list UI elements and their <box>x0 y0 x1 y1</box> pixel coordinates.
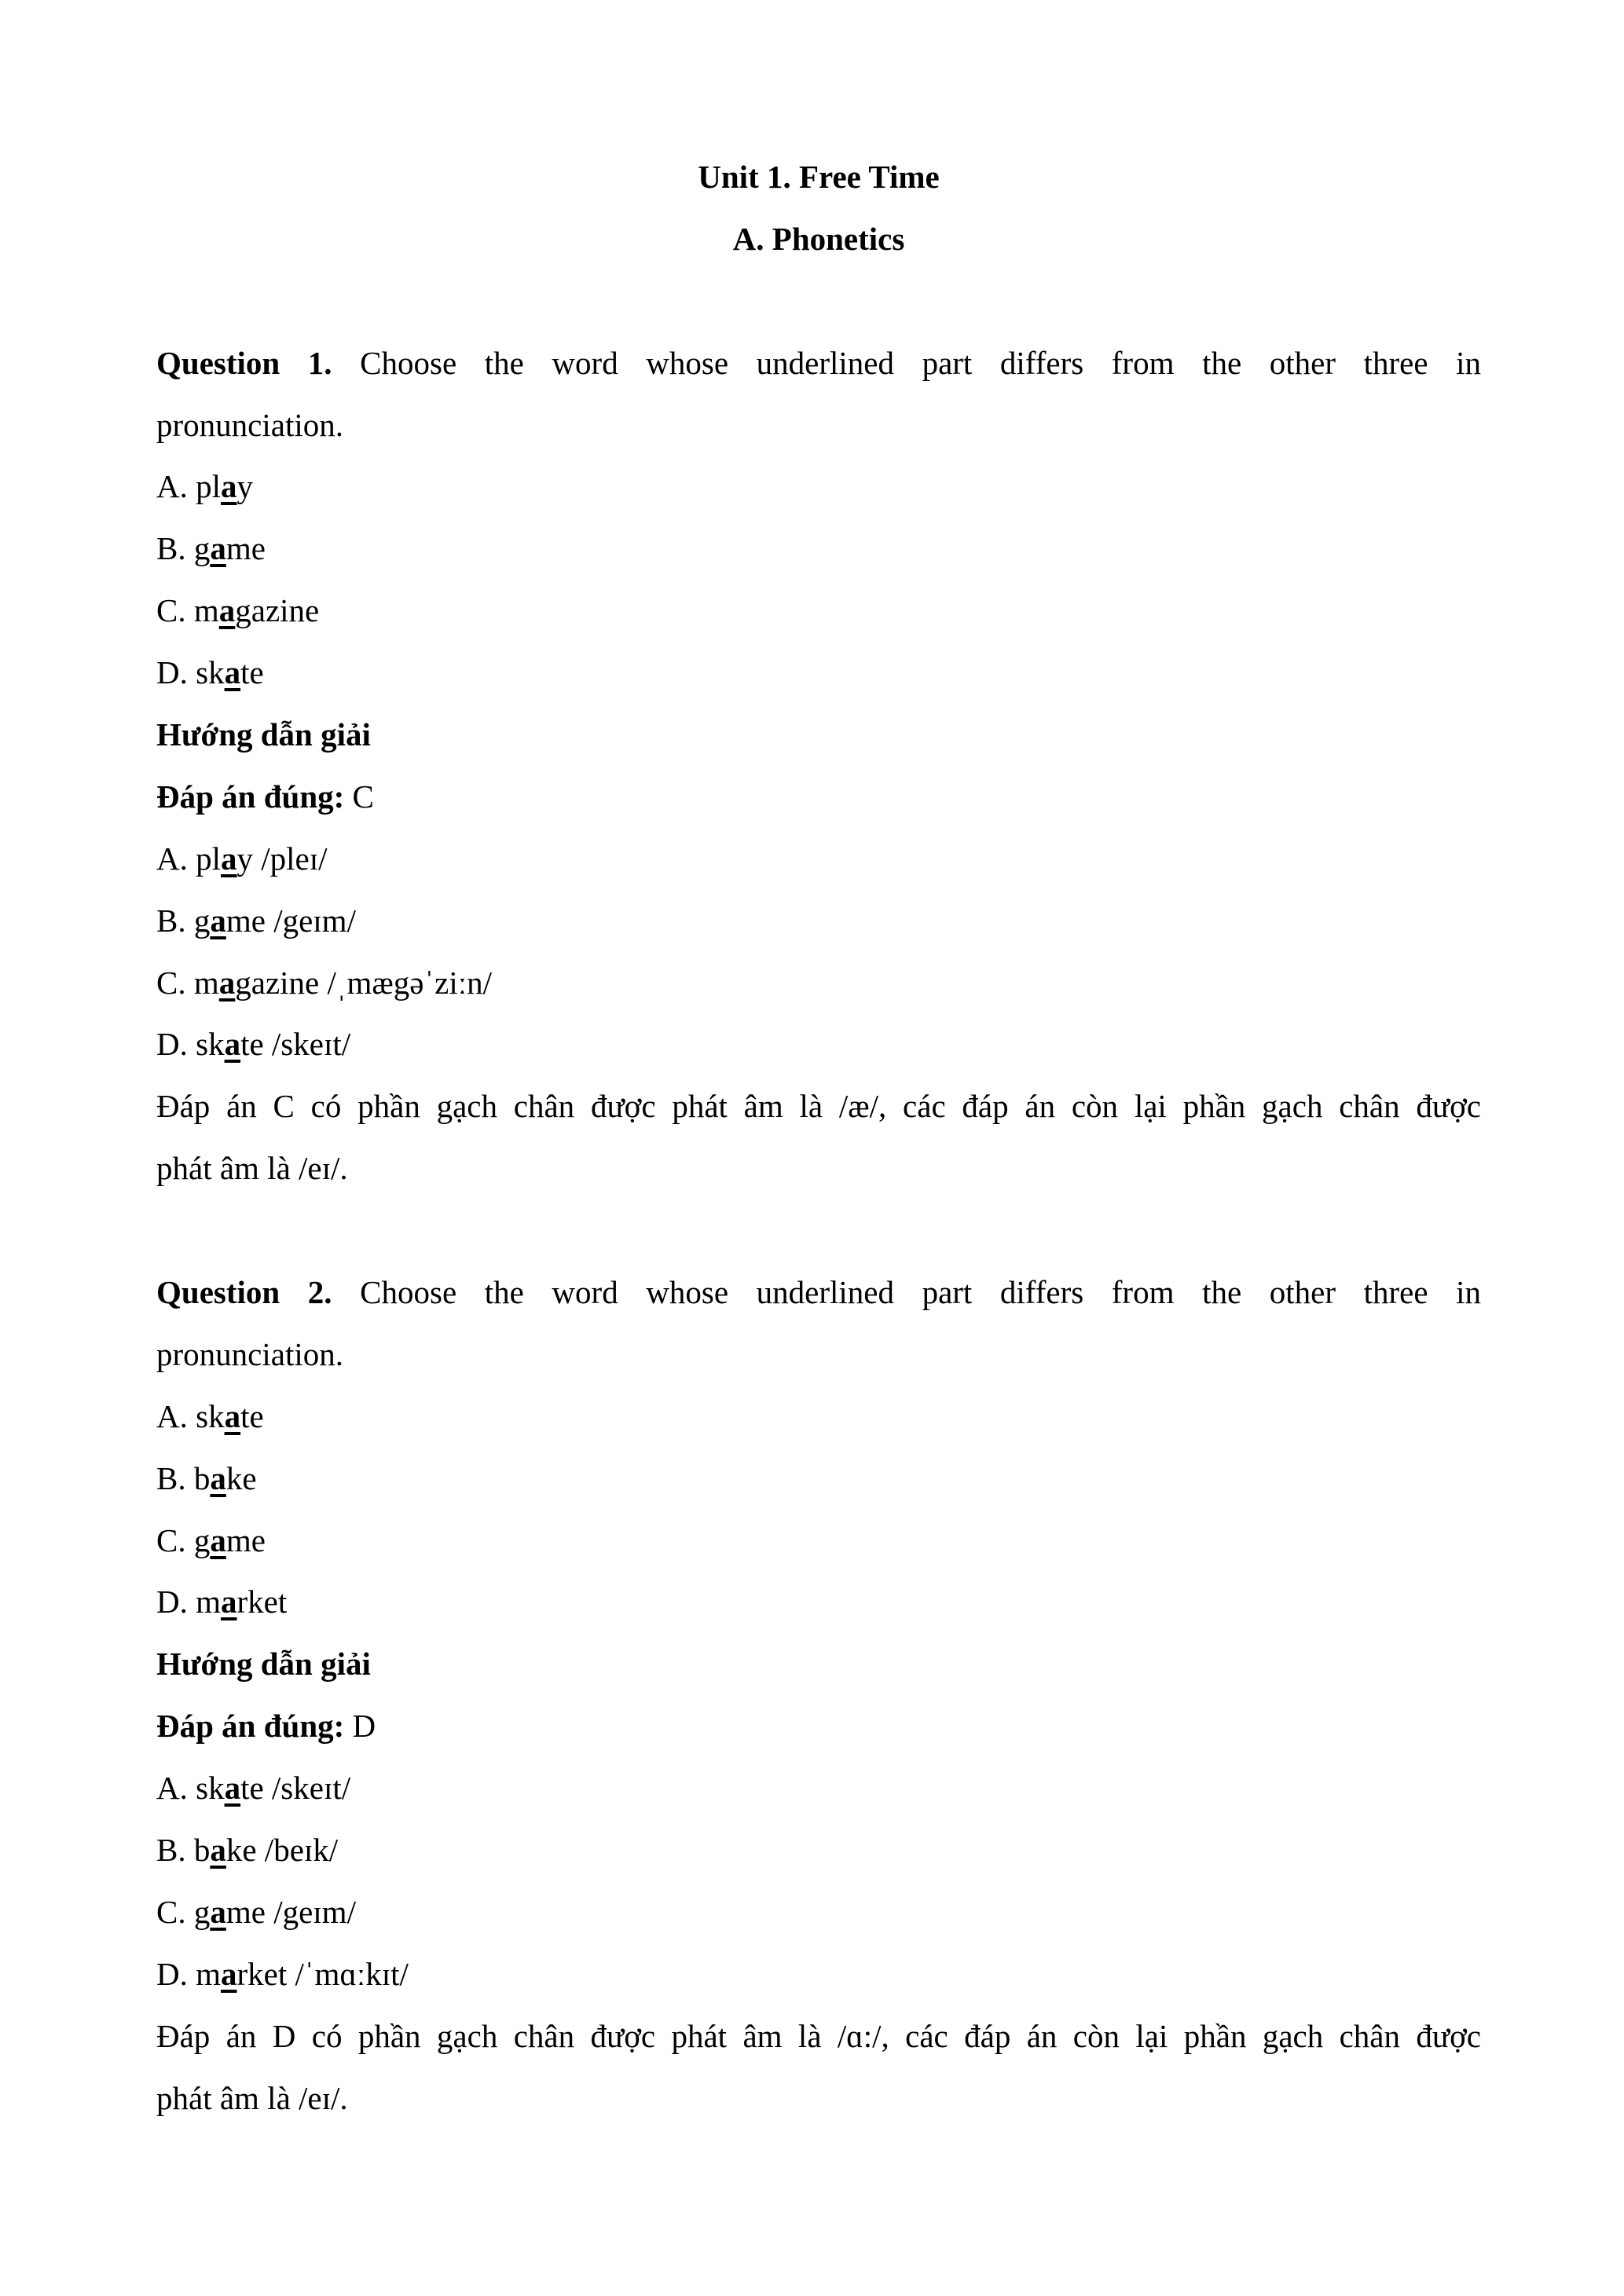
word-part: y /pleɪ/ <box>236 840 328 877</box>
conclusion: Đáp án C có phần gạch chân được phát âm là /æ/, các đáp án còn lại phần gạch chân được <box>156 1088 1481 1125</box>
prompt-continuation: pronunciation. <box>156 406 343 443</box>
answer-option <box>156 1571 1481 1633</box>
option-letter: C. <box>156 1893 194 1930</box>
section-title: A. Phonetics <box>732 220 905 257</box>
word-part: m <box>196 1955 222 1992</box>
questions <box>156 270 1481 2129</box>
option-letter: D. <box>156 1026 196 1063</box>
word-part: g <box>193 1893 211 1930</box>
underlined-part: a <box>210 1893 226 1930</box>
word-part: te /skeɪt/ <box>240 1770 351 1807</box>
question-block <box>156 270 1481 1199</box>
word-part: sk <box>196 1770 225 1807</box>
option-letter: C. <box>156 592 194 629</box>
underlined-part: a <box>218 964 236 1001</box>
underlined-part: a <box>210 902 226 939</box>
word-part: pl <box>196 468 222 505</box>
explanation-line <box>156 1819 1481 1881</box>
guide-heading: Hướng dẫn giải <box>156 1646 371 1683</box>
prompt-continuation: pronunciation. <box>156 1335 343 1372</box>
correct-answer <box>156 766 1481 828</box>
word-part: sk <box>196 654 225 691</box>
option-letter: D. <box>156 1955 196 1992</box>
explanation-line <box>156 1943 1481 2005</box>
question-prompt <box>156 332 1481 394</box>
answer-option <box>156 1448 1481 1510</box>
correct-answer <box>156 1695 1481 1757</box>
word-part: te <box>240 1397 264 1434</box>
word-part: sk <box>196 1026 225 1063</box>
blank-line <box>156 270 1481 332</box>
conclusion-continuation: phát âm là /eɪ/. <box>156 2079 348 2116</box>
blank-line <box>156 1199 1481 1262</box>
underlined-part: a <box>224 654 241 691</box>
guide-heading: Hướng dẫn giải <box>156 716 371 753</box>
word-part: te /skeɪt/ <box>240 1026 351 1063</box>
explanation-line <box>156 1013 1481 1075</box>
option-letter: B. <box>156 902 194 939</box>
word-part: rket <box>236 1584 288 1620</box>
word-part: rket /ˈmɑːkɪt/ <box>236 1955 409 1992</box>
answer-option <box>156 518 1481 580</box>
word-part: b <box>193 1459 211 1496</box>
underlined-part: a <box>224 1770 241 1807</box>
option-letter: A. <box>156 840 196 877</box>
question-label: Question 1. <box>156 344 332 381</box>
answer-value: C <box>344 778 374 815</box>
underlined-part: a <box>210 1459 226 1496</box>
explanation-line <box>156 1757 1481 1819</box>
word-part: pl <box>196 840 222 877</box>
word-part: gazine <box>235 592 320 629</box>
word-part: me /geɪm/ <box>225 1893 356 1930</box>
option-letter: C. <box>156 964 194 1001</box>
answer-option <box>156 642 1481 704</box>
word-part: te <box>240 654 264 691</box>
question-label: Question 2. <box>156 1274 332 1311</box>
prompt-text: Choose the word whose underlined part differs from the other three in <box>360 344 1482 381</box>
option-letter: B. <box>156 530 194 567</box>
underlined-part: a <box>221 1584 237 1620</box>
underlined-part: a <box>210 1522 226 1558</box>
word-part: sk <box>196 1397 225 1434</box>
word-part: ke <box>225 1459 257 1496</box>
underlined-part: a <box>210 1832 226 1869</box>
conclusion: Đáp án D có phần gạch chân được phát âm là /ɑ:/, các đáp án còn lại phần gạch chân được <box>156 2017 1481 2054</box>
answer-option <box>156 1386 1481 1448</box>
question-block <box>156 1199 1481 2129</box>
explanation-line <box>156 1881 1481 1943</box>
unit-title: Unit 1. Free Time <box>698 159 940 195</box>
option-letter: D. <box>156 1584 196 1620</box>
explanation-line <box>156 828 1481 890</box>
answer-label: Đáp án đúng: <box>156 778 345 815</box>
word-part: y <box>236 468 254 505</box>
word-part: ke /beɪk/ <box>225 1832 339 1869</box>
option-letter: B. <box>156 1459 194 1496</box>
answer-option <box>156 580 1481 642</box>
answer-label: Đáp án đúng: <box>156 1708 345 1745</box>
answer-option <box>156 1510 1481 1572</box>
word-part: m <box>196 1584 222 1620</box>
underlined-part: a <box>221 840 237 877</box>
answer-option <box>156 456 1481 518</box>
word-part: g <box>193 902 211 939</box>
underlined-part: a <box>210 530 226 567</box>
option-letter: A. <box>156 468 196 505</box>
option-letter: A. <box>156 1397 196 1434</box>
option-letter: B. <box>156 1832 194 1869</box>
word-part: me <box>225 530 266 567</box>
underlined-part: a <box>221 468 237 505</box>
underlined-part: a <box>224 1026 241 1063</box>
option-letter: A. <box>156 1770 196 1807</box>
word-part: g <box>193 530 211 567</box>
explanation-line <box>156 952 1481 1014</box>
word-part: g <box>193 1522 211 1558</box>
answer-value: D <box>344 1708 376 1745</box>
option-letter: D. <box>156 654 196 691</box>
conclusion-continuation: phát âm là /eɪ/. <box>156 1150 348 1187</box>
word-part: b <box>193 1832 211 1869</box>
word-part: m <box>193 592 219 629</box>
underlined-part: a <box>224 1397 241 1434</box>
question-prompt <box>156 1262 1481 1324</box>
prompt-text: Choose the word whose underlined part differs from the other three in <box>360 1274 1482 1311</box>
word-part: me /geɪm/ <box>225 902 356 939</box>
document-page <box>156 146 1481 2129</box>
word-part: me <box>225 1522 266 1558</box>
word-part: gazine /ˌmægəˈziːn/ <box>235 964 493 1001</box>
word-part: m <box>193 964 219 1001</box>
explanation-line <box>156 890 1481 952</box>
underlined-part: a <box>221 1955 237 1992</box>
underlined-part: a <box>218 592 236 629</box>
option-letter: C. <box>156 1522 194 1558</box>
